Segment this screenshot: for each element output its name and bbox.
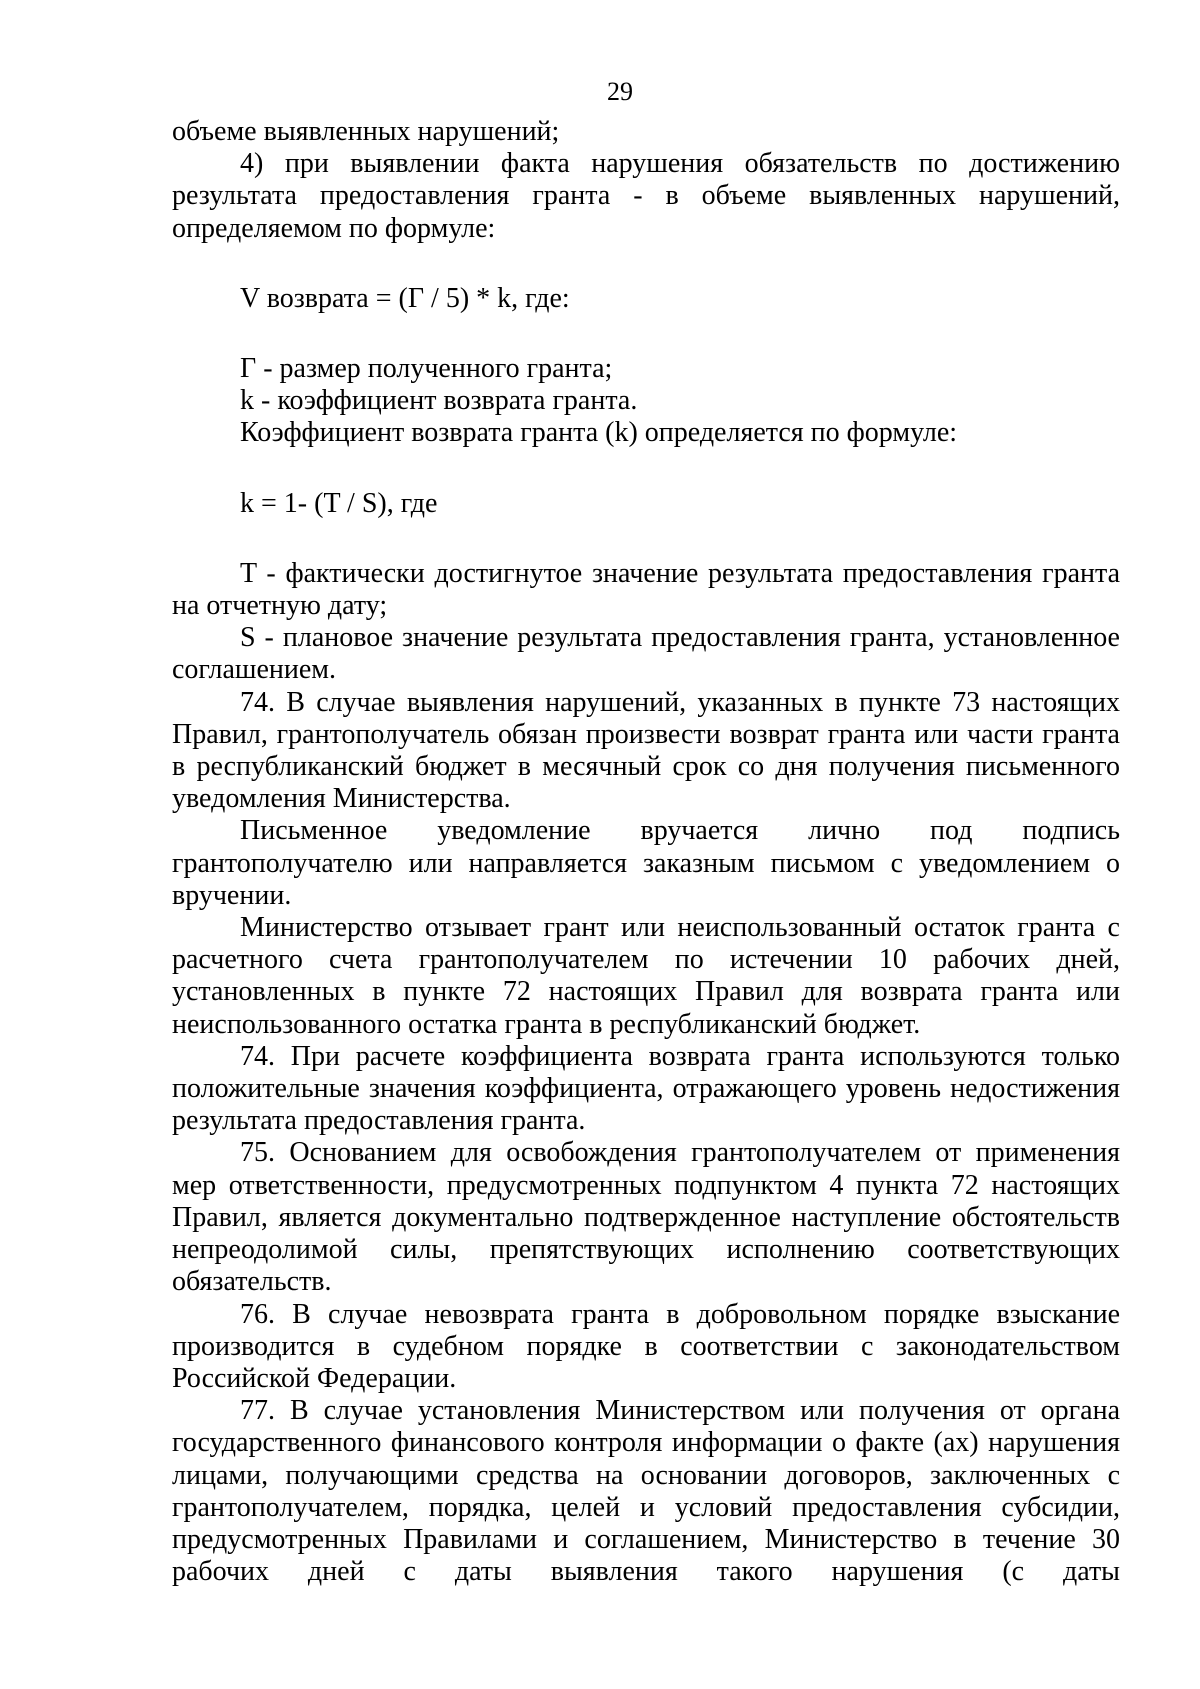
definition-s: S - плановое значение результата предоставления гранта, установленное соглашением. xyxy=(172,622,1120,686)
paragraph-74-notification: Письменное уведомление вручается лично под подпись грантополучателю или направляется заказным письмом с уведомлением о вручении. xyxy=(172,815,1120,911)
paragraph-item-4: 4) при выявлении факта нарушения обязательств по достижению результата предоставления гранта - в объеме выявленных нарушений, определяемом по формуле: xyxy=(172,148,1120,244)
paragraph-77: 77. В случае установления Министерством или получения от органа государственного финансового контроля информации о факте (ах) нарушения лицами, получающими средства на основании договоров, заключенных с грантополучателем, порядка, целей и условий предоставления субсидии, предусмотренных Правилами и соглашением, Министерство в течение 30 рабочих дней с даты выявления такого нарушения (с даты xyxy=(172,1395,1120,1588)
formula-return-volume: V возврата = (Г / 5) * k, где: xyxy=(240,282,570,314)
definition-t: T - фактически достигнутое значение результата предоставления гранта на отчетную дату; xyxy=(172,557,1120,622)
paragraph-75: 75. Основанием для освобождения грантополучателем от применения мер ответственности, предусмотренных подпунктом 4 пункта 72 настоящих Правил, является документально подтвержденное наступление обстоятельств непреодолимой силы, препятствующих исполнению соответствующих обязательств. xyxy=(172,1137,1120,1298)
document-body xyxy=(172,116,1120,1588)
paragraph-74-coefficient: 74. При расчете коэффициента возврата гранта используются только положительные значения коэффициента, отражающего уровень недостижения результата предоставления гранта. xyxy=(172,1040,1120,1137)
definition-k: k - коэффициент возврата гранта. xyxy=(240,385,638,417)
page-number: 29 xyxy=(607,77,633,106)
definition-grant-size: Г - размер полученного гранта; xyxy=(240,353,613,385)
paragraph-74-recall: Министерство отзывает грант или неиспользованный остаток гранта с расчетного счета грантополучателем по истечении 10 рабочих дней, установленных в пункте 72 настоящих Правил для возврата гранта или неиспользованного остатка гранта в республиканский бюджет. xyxy=(172,912,1120,1040)
paragraph-74-return: 74. В случае выявления нарушений, указанных в пункте 73 настоящих Правил, грантополучатель обязан произвести возврат гранта или части гранта в республиканский бюджет в месячный срок со дня получения письменного уведомления Министерства. xyxy=(172,686,1120,815)
paragraph-continuation: объеме выявленных нарушений; xyxy=(172,116,560,147)
formula-k: k = 1- (T / S), где xyxy=(240,487,438,519)
definition-k-intro: Коэффициент возврата гранта (k) определяется по формуле: xyxy=(240,417,958,449)
paragraph-76: 76. В случае невозврата гранта в добровольном порядке взыскание производится в судебном порядке в соответствии с законодательством Российской Федерации. xyxy=(172,1298,1120,1394)
